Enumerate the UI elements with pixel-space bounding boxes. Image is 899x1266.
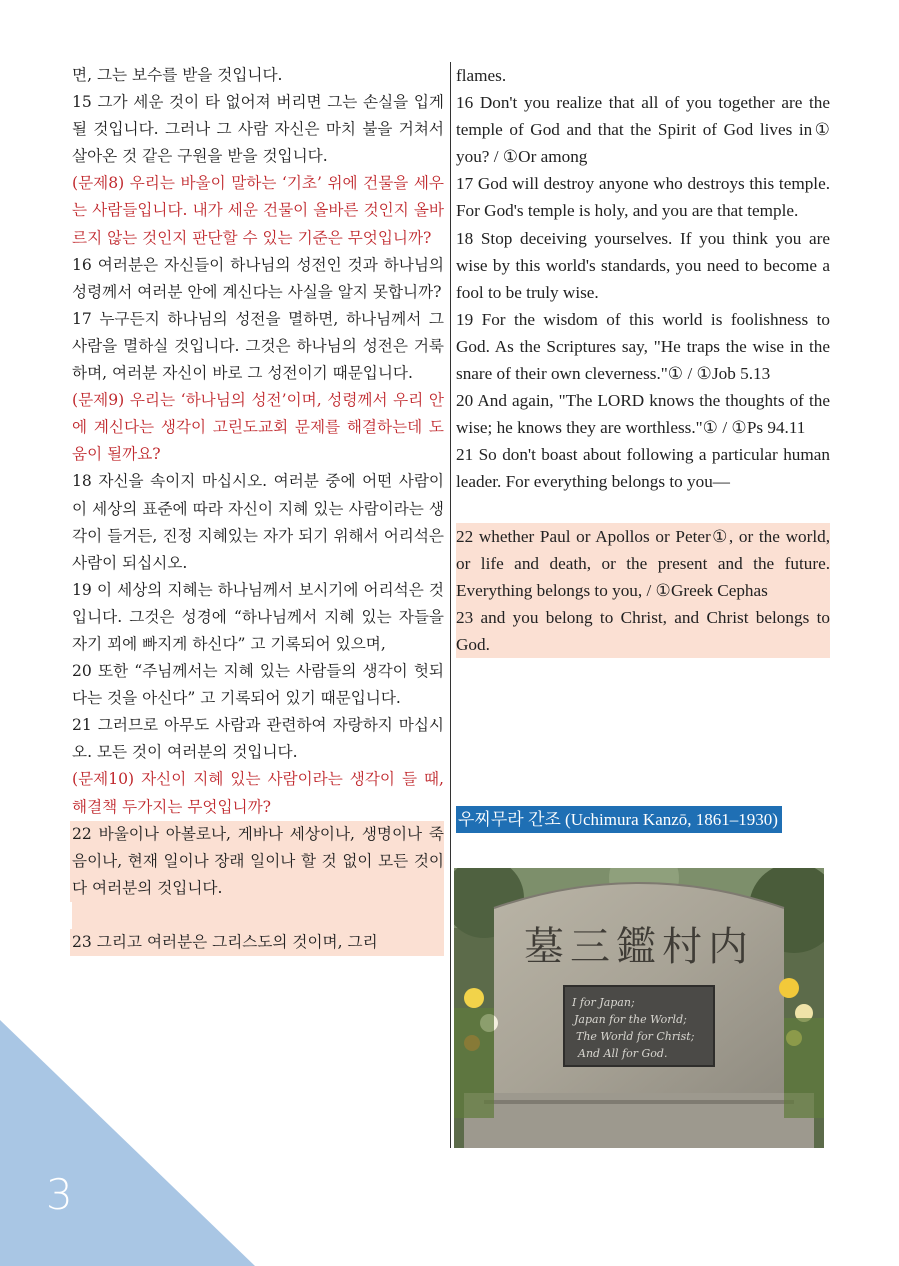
verse-paragraph: 22 바울이나 아볼로나, 게바나 세상이나, 생명이나 죽음이나, 현재 일이나 장래 일이나 할 것 없이 모든 것이 다 여러분의 것입니다. — [70, 821, 444, 902]
verse-paragraph: 21 So don't boast about following a particular human leader. For everything belongs to you— — [456, 445, 830, 492]
question-paragraph: (문제10) 자신이 지혜 있는 사람이라는 생각이 들 때, 해결책 두가지는 무엇입니까? — [72, 770, 444, 816]
verse-paragraph: 21 그러므로 아무도 사람과 관련하여 자랑하지 마십시오. 모든 것이 여러분의 것입니다. — [72, 716, 444, 762]
plaque-line: I for Japan; — [572, 996, 635, 1009]
grave-photo — [454, 868, 824, 1148]
column-divider — [450, 62, 451, 1148]
question-paragraph: (문제8) 우리는 바울이 말하는 ‘기초’ 위에 건물을 세우는 사람들입니다. 내가 세운 건물이 올바른 것인지 올바르지 않는 것인지 판단할 수 있는 기준은 무엇입니까? — [72, 174, 444, 247]
svg-text:墓三鑑村内: 墓三鑑村内 — [524, 924, 754, 970]
verse-paragraph: 19 이 세상의 지혜는 하나님께서 보시기에 어리석은 것입니다. 그것은 성경에 “하나님께서 지혜 있는 자들을 자기 꾀에 빠지게 하신다” 고 기록되어 있으며, — [72, 580, 444, 653]
plaque-line: The World for Christ; — [576, 1030, 695, 1043]
verse-paragraph: 19 For the wisdom of this world is foolishness to God. As the Scriptures say, "He traps the wise in the snare of their own cleverness."① / ①Job 5.13 — [456, 309, 830, 384]
plaque-line: Japan for the World; — [574, 1013, 687, 1026]
verse-paragraph: flames. — [456, 66, 507, 85]
question-paragraph: (문제9) 우리는 ‘하나님의 성전’이며, 성령께서 우리 안에 계신다는 생각이 고린도교회 문제를 해결하는데 도움이 될까요? — [72, 391, 444, 464]
photo-caption: 우찌무라 간조 (Uchimura Kanzō, 1861–1930) — [456, 806, 782, 833]
english-text-column — [456, 62, 830, 658]
verse-paragraph: 18 Stop deceiving yourselves. If you think you are wise by this world's standards, you need to become a fool to be truly wise. — [456, 228, 830, 302]
verse-paragraph: 23 and you belong to Christ, and Christ belongs to God. — [456, 604, 830, 658]
verse-paragraph: 23 그리고 여러분은 그리스도의 것이며, 그리 — [70, 929, 444, 956]
verse-paragraph: 20 And again, "The LORD knows the thoughts of the wise; he knows they are worthless."① / ①Ps 94.11 — [456, 391, 830, 438]
verse-paragraph: 16 여러분은 자신들이 하나님의 성전인 것과 하나님의 성령께서 여러분 안에 계신다는 사실을 알지 못합니까? — [72, 255, 444, 301]
korean-text-column — [72, 62, 444, 956]
paragraph-spacer — [456, 496, 830, 523]
verse-paragraph: 22 whether Paul or Apollos or Peter①, or the world, or life and death, or the present and the future. Everything belongs to you, / ①Greek Cephas — [456, 523, 830, 604]
verse-paragraph: 15 그가 세운 것이 타 없어져 버리면 그는 손실을 입게 될 것입니다. 그러나 그 사람 자신은 마치 불을 거쳐서 살아온 것 같은 구원을 받을 것입니다. — [72, 93, 444, 166]
verse-paragraph: 면, 그는 보수를 받을 것입니다. — [72, 66, 283, 84]
verse-paragraph: 17 God will destroy anyone who destroys this temple. For God's temple is holy, and you are that temple. — [456, 174, 830, 221]
verse-paragraph: 18 자신을 속이지 마십시오. 여러분 중에 어떤 사람이 이 세상의 표준에 따라 자신이 지혜 있는 사람이라는 생각이 들거든, 진정 지혜있는 자가 되기 위해서 어리석은 사람이 되십시오. — [72, 472, 444, 572]
highlight-spacer — [72, 902, 444, 929]
verse-paragraph: 20 또한 “주님께서는 지혜 있는 사람들의 생각이 헛되다는 것을 아신다” 고 기록되어 있기 때문입니다. — [72, 662, 444, 708]
verse-paragraph: 17 누구든지 하나님의 성전을 멸하면, 하나님께서 그 사람을 멸하실 것입니다. 그것은 하나님의 성전은 거룩하며, 여러분 자신이 바로 그 성전이기 때문입니다. — [72, 309, 444, 383]
plaque-line: And All for God. — [578, 1047, 668, 1060]
page-number: 3 — [46, 1170, 73, 1219]
stone-engraved-title — [524, 924, 754, 970]
verse-paragraph: 16 Don't you realize that all of you together are the temple of God and that the Spirit of God lives in① you? / ①Or among — [456, 93, 830, 167]
